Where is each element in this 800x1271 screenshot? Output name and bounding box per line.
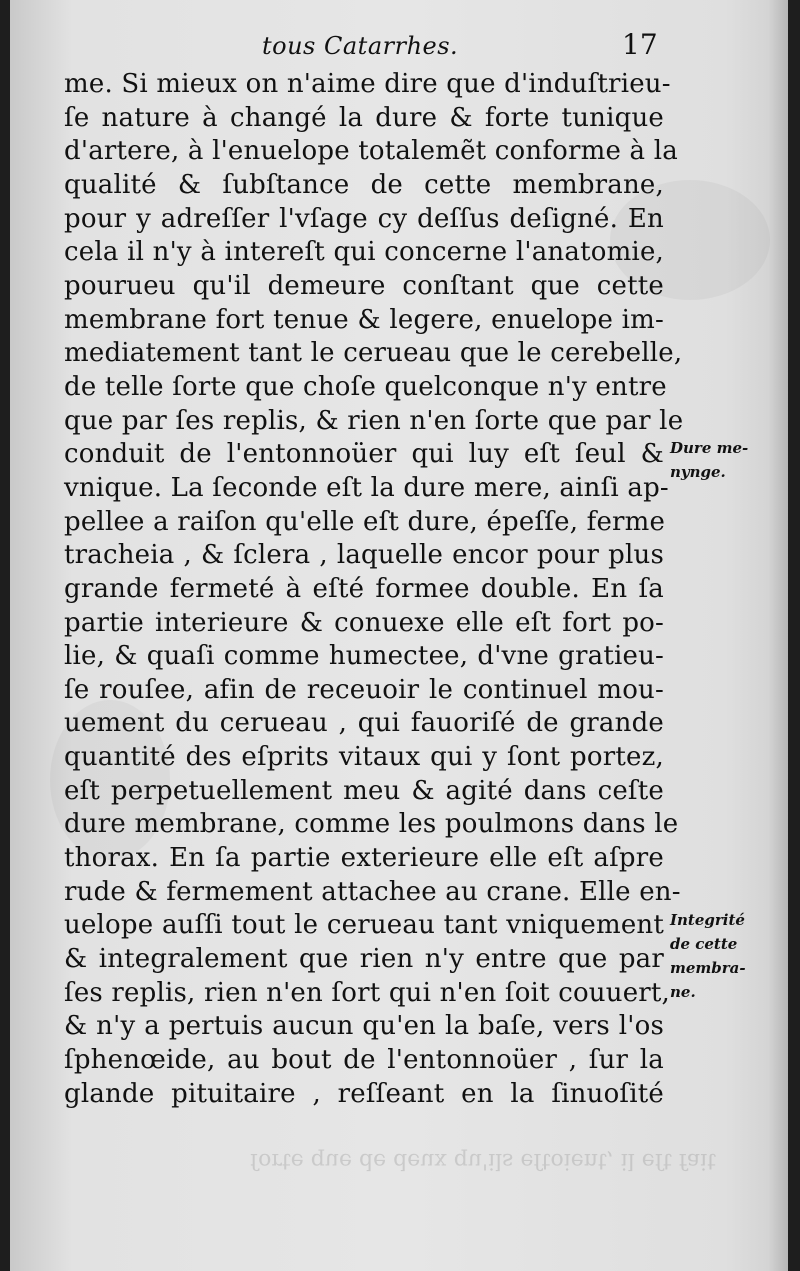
text-line: cela il n'y à intereſt qui concerne l'anatomie, (64, 237, 664, 268)
text-line: que par ſes replis, & rien n'en ſorte que par le (64, 405, 684, 436)
margin-note-line: de cette (670, 935, 738, 953)
text-line: & integralement que rien n'y entre que par (64, 944, 664, 975)
text-line: eſt perpetuellement meu & agité dans ceſte (64, 775, 664, 806)
text-line: pellee a raiſon qu'elle eſt dure, épeſſe, ferme (64, 506, 666, 537)
text-line: de telle ſorte que choſe quelconque n'y entre (64, 371, 667, 402)
bleed-through-text: ſorte que de deux qu'ils eſtoient, il eſt fait (250, 1148, 716, 1173)
margin-note-line: nynge. (670, 463, 726, 481)
book-page (10, 0, 788, 1271)
text-line: membrane fort tenue & legere, enuelope im- (64, 304, 664, 335)
margin-note-line: Integrité (670, 911, 745, 929)
text-line: & n'y a pertuis aucun qu'en la baſe, vers l'os (64, 1011, 664, 1042)
text-line: thorax. En ſa partie exterieure elle eſt aſpre (64, 843, 664, 874)
text-line: mediatement tant le cerueau que le cerebelle, (64, 338, 683, 369)
text-line: partie interieure & conuexe elle eſt fort po- (64, 607, 664, 638)
text-line: lie, & quaſi comme humectee, d'vne gratieu- (64, 641, 664, 672)
margin-note-line: ne. (670, 983, 696, 1001)
text-line: conduit de l'entonnoüer qui luy eſt ſeul & (64, 439, 664, 470)
text-line: glande pituitaire , reſſeant en la ſinuoſité (64, 1078, 664, 1109)
margin-note-line: Dure me- (670, 439, 749, 457)
page-number: 17 (622, 28, 658, 61)
running-head (10, 28, 788, 68)
text-line: ſe nature à changé la dure & forte tunique (64, 102, 664, 133)
text-line: ſe rouſee, afin de receuoir le continuel mou- (64, 674, 664, 705)
text-line: vnique. La ſeconde eſt la dure mere, ainſi ap- (64, 472, 669, 503)
text-line: dure membrane, comme les poulmons dans le (64, 809, 679, 840)
text-line: ſphenœide, au bout de l'entonnoüer , ſur la (64, 1045, 664, 1076)
margin-note-integrite (670, 908, 746, 1004)
text-line: pour y adreſſer l'vſage cy deſſus deſigné. En (64, 203, 664, 234)
text-line: rude & fermement attachee au crane. Elle en- (64, 876, 681, 907)
margin-note-dure-menynge (670, 436, 748, 484)
text-line: me. Si mieux on n'aime dire que d'induſtrieu- (64, 69, 671, 99)
body-text (64, 68, 684, 1111)
text-line: grande fermeté à eſté formee double. En ſa (64, 573, 664, 604)
text-line: d'artere, à l'enuelope totalemẽt conforme à la (64, 136, 678, 167)
text-line: tracheia , & ſclera , laquelle encor pour plus (64, 540, 664, 571)
text-line: ſes replis, rien n'en ſort qui n'en ſoit couuert, (64, 977, 671, 1008)
text-line: pourueu qu'il demeure conſtant que cette (64, 270, 664, 301)
margin-note-line: membra- (670, 959, 746, 977)
text-line: uelope auſſi tout le cerueau tant vniquement (64, 910, 664, 941)
text-line: uement du cerueau , qui fauoriſé de grande (64, 708, 664, 739)
running-title: tous Catarrhes. (262, 32, 459, 60)
text-line: quantité des eſprits vitaux qui y ſont portez, (64, 742, 664, 773)
text-line: qualité & ſubſtance de cette membrane, (64, 169, 664, 200)
